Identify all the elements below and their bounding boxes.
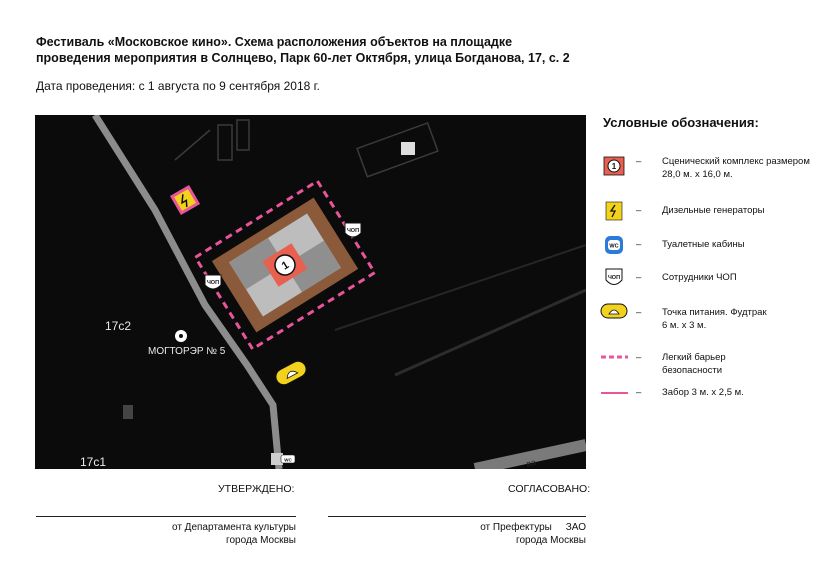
legend-dash: – <box>636 272 642 283</box>
food-truck-marker <box>273 358 309 387</box>
agreed-org: от Префектуры ЗАО города Москвы <box>480 522 586 546</box>
legend-text: Туалетные кабины <box>662 239 745 250</box>
path-line <box>175 130 210 160</box>
wc-tag: WC <box>284 457 292 463</box>
legend-text: Сотрудники ЧОП <box>662 272 737 283</box>
legend-text: Легкий барьер безопасности <box>662 352 726 376</box>
small-kiosk <box>123 405 133 419</box>
legend-dash: – <box>636 387 642 398</box>
stage-icon <box>600 155 628 177</box>
building-label-17c1: 17с1 <box>80 455 107 469</box>
title-line-2: проведения мероприятия в Солнцево, Парк 60-лет Октября, улица Богданова, 17, с. 2 <box>36 51 570 65</box>
top-object <box>401 142 415 155</box>
page-title <box>36 34 570 66</box>
title-line-1: Фестиваль «Московское кино». Схема расположения объектов на площадке <box>36 35 513 49</box>
building-label-17c2: 17с2 <box>105 319 132 333</box>
legend-text: Сценический комплекс размером 28,0 м. х 16,0 м. <box>662 156 810 180</box>
generator-marker <box>170 185 200 215</box>
legend-title: Условные обозначения: <box>603 115 759 130</box>
guard-tag: ЧОП <box>346 228 360 234</box>
top-building <box>357 123 438 177</box>
legend-dash: – <box>636 352 642 363</box>
substation-label: МОГТОРЭР № 5 <box>148 346 226 357</box>
event-dates: Дата проведения: с 1 августа по 9 сентября 2018 г. <box>36 79 320 93</box>
generator-icon <box>600 200 628 222</box>
small-structure-2 <box>237 120 249 150</box>
guard-marker-2 <box>205 275 221 289</box>
lower-road <box>395 290 586 375</box>
road-tag: ва <box>525 457 537 469</box>
guard-tag: ЧОП <box>206 280 220 286</box>
approved-label: УТВЕРЖДЕНО: <box>218 483 295 495</box>
legend-text: Точка питания. Фудтрак 6 м. х 3 м. <box>662 307 767 331</box>
agreed-signature-line <box>328 516 586 517</box>
approved-signature-line <box>36 516 296 517</box>
site-map <box>35 115 586 469</box>
legend-dash: – <box>636 205 642 216</box>
faint-path <box>335 245 586 330</box>
guard-icon <box>600 267 628 289</box>
agreed-label: СОГЛАСОВАНО: <box>508 483 591 495</box>
legend-text: Дизельные генераторы <box>662 205 765 216</box>
legend-dash: – <box>636 239 642 250</box>
small-structure <box>218 125 232 160</box>
fence-icon <box>600 386 628 408</box>
svg-text:1: 1 <box>611 162 617 171</box>
legend-dash: – <box>636 307 642 318</box>
svg-text:WC: WC <box>609 243 619 250</box>
barrier-icon <box>600 351 628 373</box>
map-drawing <box>35 115 586 469</box>
guard-marker-1 <box>345 223 361 237</box>
food-truck-icon <box>600 301 628 323</box>
approved-org: от Департамента культуры города Москвы <box>171 522 296 546</box>
toilet-icon <box>600 234 628 256</box>
svg-text:ЧОП: ЧОП <box>607 275 621 281</box>
stage-number: 1 <box>279 259 292 273</box>
legend-dash: – <box>636 156 642 167</box>
legend-text: Забор 3 м. х 2,5 м. <box>662 387 744 398</box>
